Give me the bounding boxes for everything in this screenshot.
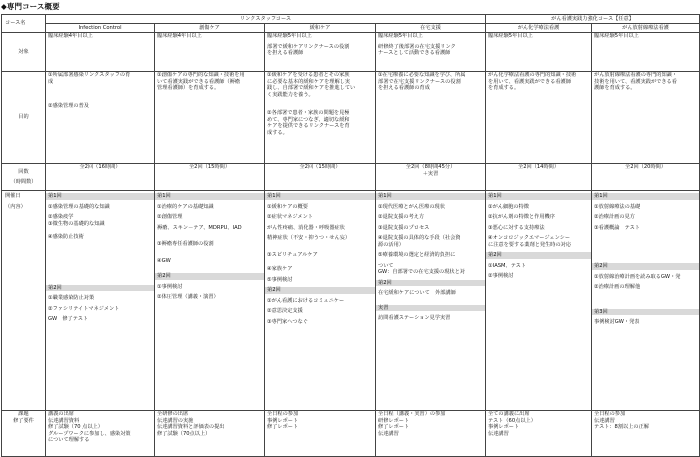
header-row-1 bbox=[2, 15, 700, 24]
target-2: 臨床経験5年目以上 部署で緩和ケアリンクナースの役割 を担える看護師 bbox=[265, 33, 376, 72]
sessions-4: 全2回（14時間） bbox=[486, 164, 592, 191]
sessions-0: 全2回（16時間） bbox=[46, 164, 155, 191]
requirements-0: 講義の出席 伝達講習資料 修了試験（70 点以上） グループワークに参加し、感染対策 について理解する bbox=[46, 411, 155, 457]
col-palliative-care: 緩和ケア bbox=[265, 24, 376, 33]
header-group-link-staff: リンクスタッフコース bbox=[46, 15, 486, 24]
schedule-5: 第1回 ①放射線療法の基礎 ②治療計画の見方 ③看護概論 テスト 第2回 ①放射線治療計画を読み取るGW・発 ②治療計画の理解他 第3回 事例検討GW・発表 bbox=[592, 191, 700, 411]
purpose-3: ①在宅療養に必要な知識を学び、所属 部署で在宅支援リンクナースの役割 を担える看護師の育成 bbox=[376, 72, 486, 164]
col-home-support: 在宅支援 bbox=[376, 24, 486, 33]
col-infection-control: Infection Control bbox=[46, 24, 155, 33]
label-purpose: 目的 bbox=[2, 72, 46, 164]
col-wound-care: 創傷ケア bbox=[155, 24, 265, 33]
col-radiotherapy: がん放射線療法看護 bbox=[592, 24, 700, 33]
purpose-0: ①所属部署感染リンクスタッフの育 成 ②感染管理の普及 bbox=[46, 72, 155, 164]
requirements-3: 全日程（講義・実習）の参加 研修レポート 修了レポート 伝達講習 bbox=[376, 411, 486, 457]
requirements-1: 全研修の出席 伝達講習の実施 伝達講習資料と評価表の提出 修了試験（70点以上） bbox=[155, 411, 265, 457]
sessions-3: 全2回（8時間45分） ＋実習 bbox=[376, 164, 486, 191]
target-5: 臨床経験5年目以上 bbox=[592, 33, 700, 72]
requirements-4: 全ての講義に出席 テスト（60点以上） 事例レポート 伝達講習 bbox=[486, 411, 592, 457]
label-requirements: 課題 修了要件 bbox=[2, 411, 46, 457]
row-schedule bbox=[2, 191, 700, 411]
target-4: 臨床経験5年目以上 bbox=[486, 33, 592, 72]
col-chemotherapy: がん化学療法看護 bbox=[486, 24, 592, 33]
schedule-3: 第1回 ①現代医療とがん医療の現状 ②退院支援の考え方 ③退院支援のプロセス ④退院支援の具体的な手段（社会資 源の活用） ⑤療養環境の選定と経済的負担に ついて GW：自部署での在宅支援の現状と対 第2回 在宅緩和ケアについて 外部講師 実習 訪問看護ステーション見学実習 bbox=[376, 191, 486, 411]
row-sessions bbox=[2, 164, 700, 191]
purpose-5: がん放射線療法看護の専門的知識・ 技術を用いて、看護実践ができる看 護師を育成する。 bbox=[592, 72, 700, 164]
row-requirements bbox=[2, 411, 700, 457]
requirements-5: 全日程の参加 伝達講習 テスト：8割以上の正解 bbox=[592, 411, 700, 457]
label-target: 対象 bbox=[2, 33, 46, 72]
label-sessions: 回数 （時間数） bbox=[2, 164, 46, 191]
page-title: ◆専門コース概要 bbox=[1, 2, 60, 11]
label-schedule: 開催日 （内容） bbox=[2, 191, 46, 411]
row-purpose bbox=[2, 72, 700, 164]
schedule-1: 第1回 ①治療的ケアの基礎知識 ②創傷管理 褥瘡、スキン－テア、MDRPU、IAD ③褥瘡専任看護師の役割 ④GW 第2回 ①事例検討 ②体圧管理（講義・演習） bbox=[155, 191, 265, 411]
requirements-2: 全日程の参加 事例レポート 修了レポート bbox=[265, 411, 376, 457]
target-0: 臨床経験4年目以上 bbox=[46, 33, 155, 72]
target-1: 臨床経験4年目以上 bbox=[155, 33, 265, 72]
purpose-1: ①創傷ケアの専門的な知識・技術を用 いて看護実践ができる看護師（褥瘡 管理看護師）を育成する。 bbox=[155, 72, 265, 164]
header-row-2 bbox=[2, 24, 700, 33]
target-3: 臨床経験5年目以上 研修終了後部署の在宅支援リンク ナースとして活動できる看護師 bbox=[376, 33, 486, 72]
sessions-2: 全2回（15時間） bbox=[265, 164, 376, 191]
purpose-2: ①緩和ケアを受ける患者とその家族 に必要な基本的緩和ケアを理解し実 践し、自部署で緩和ケアを推進してい く実践能力を養う。 ②各部署で患者・家族の問題を見極 めて、専門家につなぎ、適切な緩和 ケアを提供できるリンクナースを育 成する。 bbox=[265, 72, 376, 164]
row-target bbox=[2, 33, 700, 72]
purpose-4: がん化学療法看護の専門的知識・技術 を用いて、看護実践ができる看護師 を育成する。 bbox=[486, 72, 592, 164]
header-course-name: コース名 bbox=[2, 15, 46, 33]
schedule-0: 第1回 ①感染管理の基礎的な知識 ②感染疫学 ③微生物の基礎的な知識 ④感染防止技術 第2回 ①職業感染防止対策 ②ファシリテイトマネジメント GW 修了テスト bbox=[46, 191, 155, 411]
schedule-2: 第1回 ①緩和ケアの概要 ②症状マネジメント がん性疼痛、消化器・呼吸器症状 精神症状（不安・抑うつ・せん妄） ③スピリチュアルケア ④家族ケア ⑤事例検討 第2回 ①がん看護におけるコミュニケー ②意思決定支援 ③専門家へつなぐ bbox=[265, 191, 376, 411]
course-overview-table bbox=[1, 14, 700, 457]
schedule-4: 第1回 ①がん細胞の特徴 ②抗がん剤の特徴と作用機序 ③悪心に対する支持療法 ④オンコロジックエマージェンシー に注意を要する薬剤と発生時の対応 第2回 ①IASM、テスト ②事例検討 bbox=[486, 191, 592, 411]
sessions-1: 全2回（15時間） bbox=[155, 164, 265, 191]
header-group-cancer: がん看護実践力強化コース【任意】 bbox=[486, 15, 700, 24]
sessions-5: 全2回（20時間） bbox=[592, 164, 700, 191]
